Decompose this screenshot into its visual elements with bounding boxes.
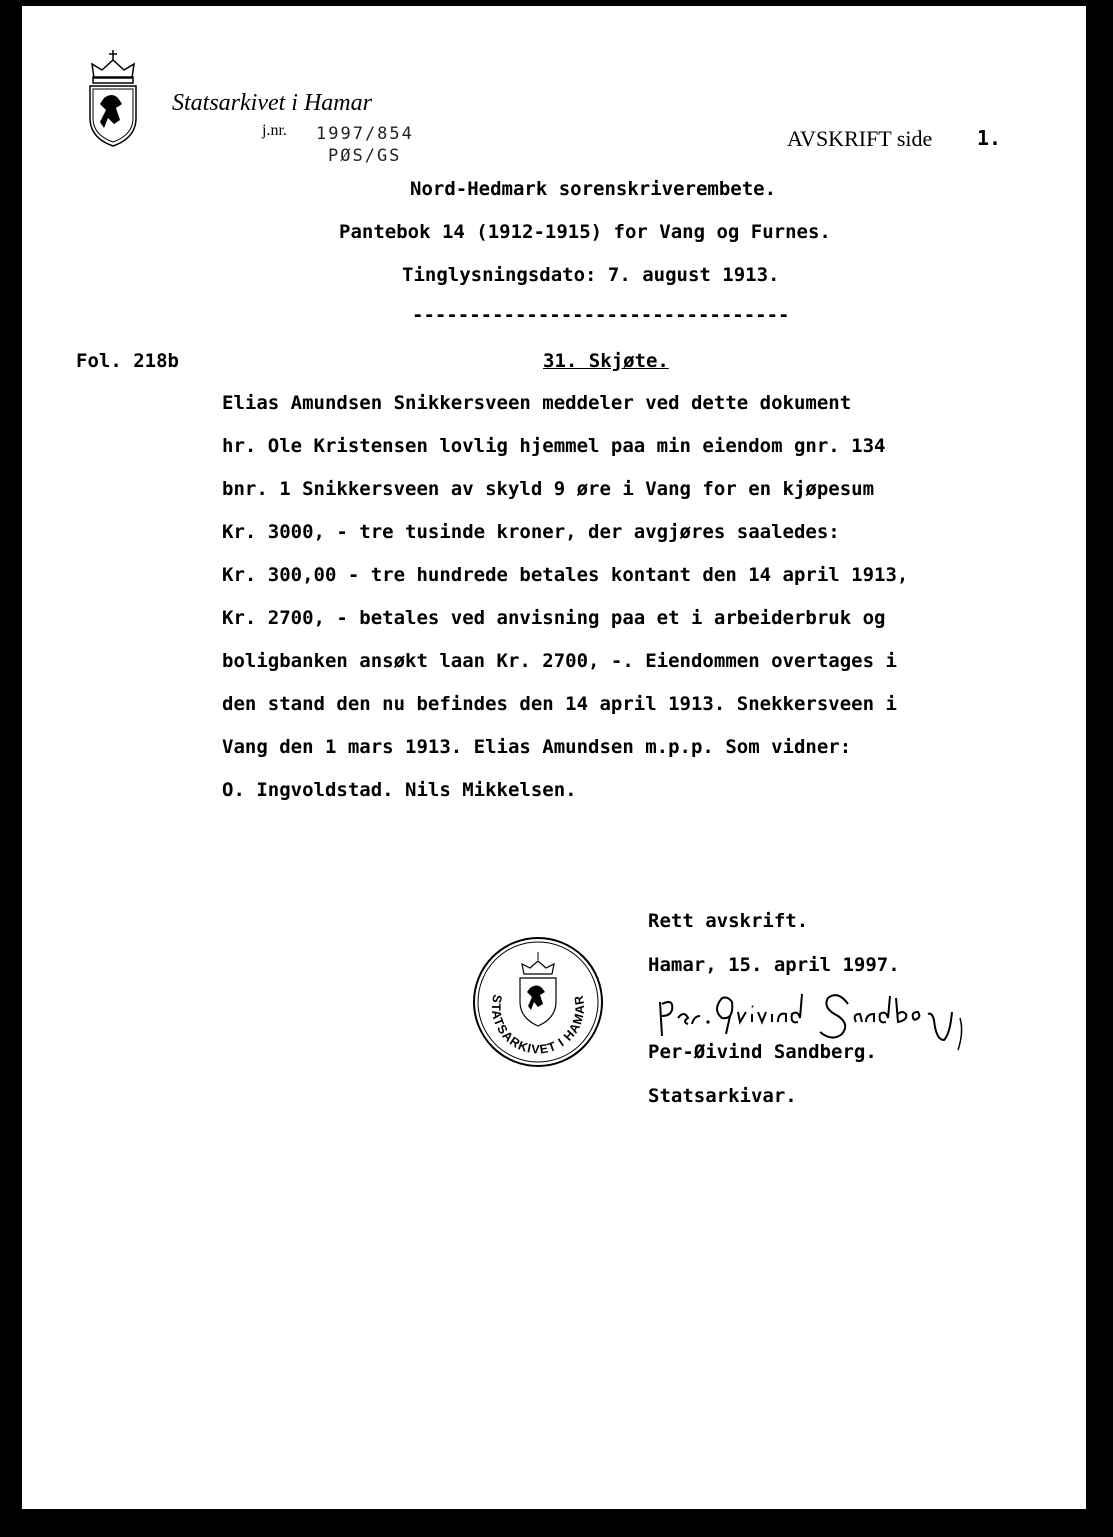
initials: PØS/GS	[328, 146, 402, 166]
journal-number-value: 1997/854	[316, 124, 414, 144]
avskrift-label: AVSKRIFT side	[787, 126, 933, 151]
book-title: Pantebok 14 (1912-1915) for Vang og Furnes.	[339, 221, 831, 243]
entry-line: Kr. 300,00 - tre hundrede betales kontant den 14 april 1913,	[222, 564, 909, 586]
archive-seal-icon	[470, 934, 606, 1070]
page-number: 1.	[977, 126, 1002, 150]
coat-of-arms-icon	[82, 48, 144, 148]
entry-line: Vang den 1 mars 1913. Elias Amundsen m.p.p. Som vidner:	[222, 736, 852, 758]
entry-line: Kr. 3000, - tre tusinde kroner, der avgjøres saaledes:	[222, 521, 840, 543]
office-title: Nord-Hedmark sorenskriverembete.	[410, 178, 777, 200]
document-page	[22, 6, 1086, 1509]
entry-line: hr. Ole Kristensen lovlig hjemmel paa min eiendom gnr. 134	[222, 435, 886, 457]
journal-number-label: j.nr.	[262, 122, 287, 139]
entry-heading: 31. Skjøte.	[543, 350, 669, 372]
signer-title: Statsarkivar.	[648, 1085, 797, 1107]
institution-name: Statsarkivet i Hamar	[172, 90, 372, 116]
certified-copy-note: Rett avskrift.	[648, 910, 809, 932]
entry-line: den stand den nu befindes den 14 april 1913. Snekkersveen i	[222, 693, 897, 715]
folio-number: Fol. 218b	[76, 350, 179, 372]
entry-line: bnr. 1 Snikkersveen av skyld 9 øre i Vang for en kjøpesum	[222, 478, 875, 500]
entry-line: boligbanken ansøkt laan Kr. 2700, -. Eiendommen overtages i	[222, 650, 897, 672]
divider-rule: ---------------------------------	[412, 304, 790, 326]
entry-line: O. Ingvoldstad. Nils Mikkelsen.	[222, 779, 577, 801]
signer-name: Per-Øivind Sandberg.	[648, 1041, 877, 1063]
place-date: Hamar, 15. april 1997.	[648, 954, 900, 976]
entry-line: Kr. 2700, - betales ved anvisning paa et i arbeiderbruk og	[222, 607, 886, 629]
seal-text: STATSARKIVET I HAMAR	[488, 993, 588, 1057]
entry-line: Elias Amundsen Snikkersveen meddeler ved dette dokument	[222, 392, 852, 414]
registration-date: Tinglysningsdato: 7. august 1913.	[402, 264, 780, 286]
